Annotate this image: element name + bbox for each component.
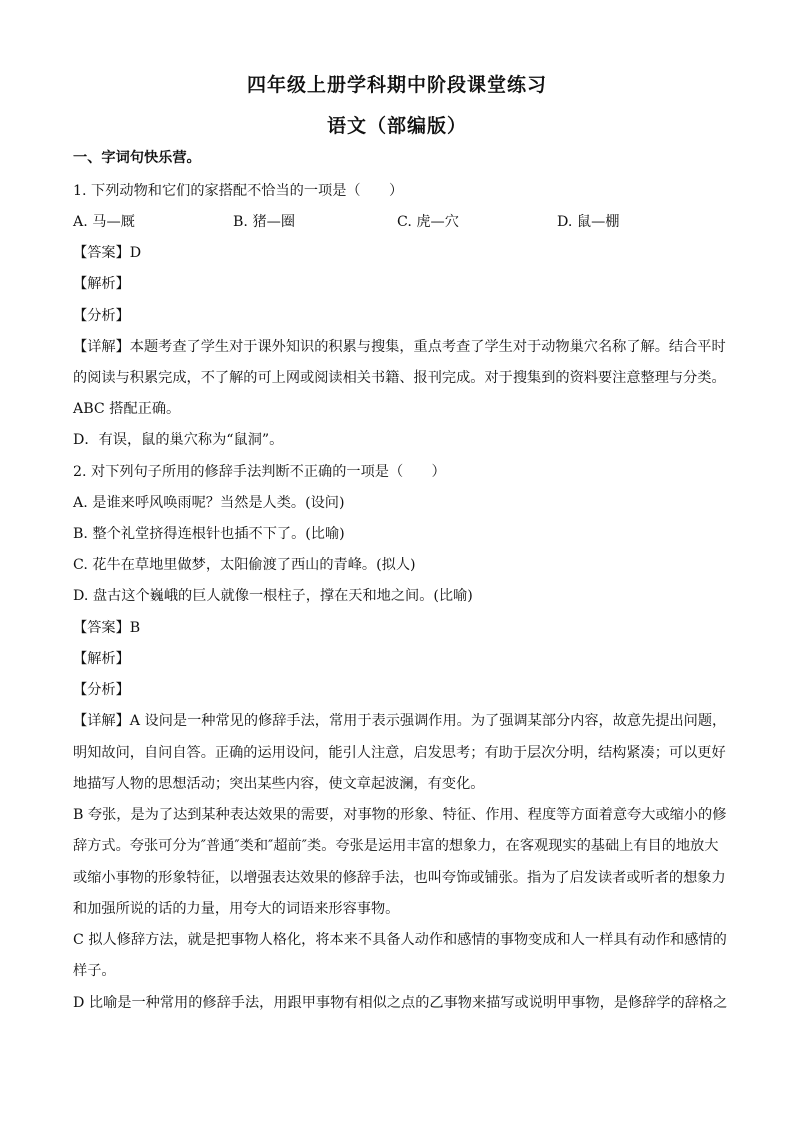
q2-detail-line: 地描写人物的思想活动；突出某些内容，使文章起波澜，有变化。 (73, 776, 485, 792)
q2-jiexi-label: 【解析】 (73, 651, 130, 667)
q2-option-d: D. 盘古这个巍峨的巨人就像一根柱子，撑在天和地之间。(比喻) (73, 588, 473, 604)
page-title: 四年级上册学科期中阶段课堂练习 (246, 74, 547, 96)
q1-detail-line: D．有误，鼠的巢穴称为“鼠洞”。 (73, 432, 284, 448)
q2-option-b: B. 整个礼堂挤得连根针也插不下了。(比喻) (73, 526, 345, 542)
q2-detail-line: 明知故问，自问自答。正确的运用设问，能引人注意，启发思考；有助于层次分明，结构紧凑；可以更好 (73, 745, 726, 761)
q1-option-a: A. 马—厩 (73, 214, 135, 230)
q2-detail-line: C 拟人修辞方法，就是把事物人格化，将本来不具备人动作和感情的事物变成和人一样具有动作和感情的 (73, 932, 727, 948)
q2-option-a: A. 是谁来呼风唤雨呢？当然是人类。(设问) (73, 495, 345, 511)
q1-fenxi-label: 【分析】 (73, 308, 130, 324)
q1-option-c: C. 虎—穴 (397, 214, 459, 230)
q2-detail-line: B 夸张，是为了达到某种表达效果的需要，对事物的形象、特征、作用、程度等方面着意夸大或缩小的修 (73, 807, 727, 823)
section-heading: 一、字词句快乐营。 (73, 150, 201, 166)
q2-detail-line: 样子。 (73, 963, 116, 979)
q1-answer: 【答案】D (73, 245, 142, 261)
q1-detail-line: 【详解】本题考查了学生对于课外知识的积累与搜集，重点考查了学生对于动物巢穴名称了解。结合平时 (73, 339, 726, 355)
q2-detail-line: D 比喻是一种常用的修辞手法，用跟甲事物有相似之点的乙事物来描写或说明甲事物，是修辞学的辞格之 (73, 995, 728, 1011)
q1-detail-line: 的阅读与积累完成，不了解的可上网或阅读相关书籍、报刊完成。对于搜集到的资料要注意整理与分类。 (73, 370, 726, 386)
q2-detail-line: 和加强所说的话的力量，用夸大的词语来形容事物。 (73, 901, 400, 917)
q2-detail-line: 或缩小事物的形象特征，以增强表达效果的修辞手法，也叫夸饰或铺张。指为了启发读者或听者的想象力 (73, 870, 726, 886)
q1-jiexi-label: 【解析】 (73, 276, 130, 292)
q2-option-c: C. 花牛在草地里做梦，太阳偷渡了西山的青峰。(拟人) (73, 557, 416, 573)
question-1-stem: 1. 下列动物和它们的家搭配不恰当的一项是（ ） (73, 183, 404, 199)
q2-detail-line: 【详解】A 设问是一种常见的修辞手法，常用于表示强调作用。为了强调某部分内容，故意先提出问题， (73, 713, 727, 729)
q2-answer: 【答案】B (73, 620, 141, 636)
page-subtitle: 语文（部编版） (326, 115, 467, 137)
q1-option-b: B. 猪—圈 (233, 214, 296, 230)
question-2-stem: 2. 对下列句子所用的修辞手法判断不正确的一项是（ ） (73, 464, 446, 480)
q2-fenxi-label: 【分析】 (73, 682, 130, 698)
q1-detail-line: ABC 搭配正确。 (73, 401, 181, 417)
q1-option-d: D. 鼠—棚 (557, 214, 620, 230)
q2-detail-line: 辞方式。夸张可分为″普通″类和″超前″类。夸张是运用丰富的想象力，在客观现实的基础上有目的地放大 (73, 838, 719, 854)
